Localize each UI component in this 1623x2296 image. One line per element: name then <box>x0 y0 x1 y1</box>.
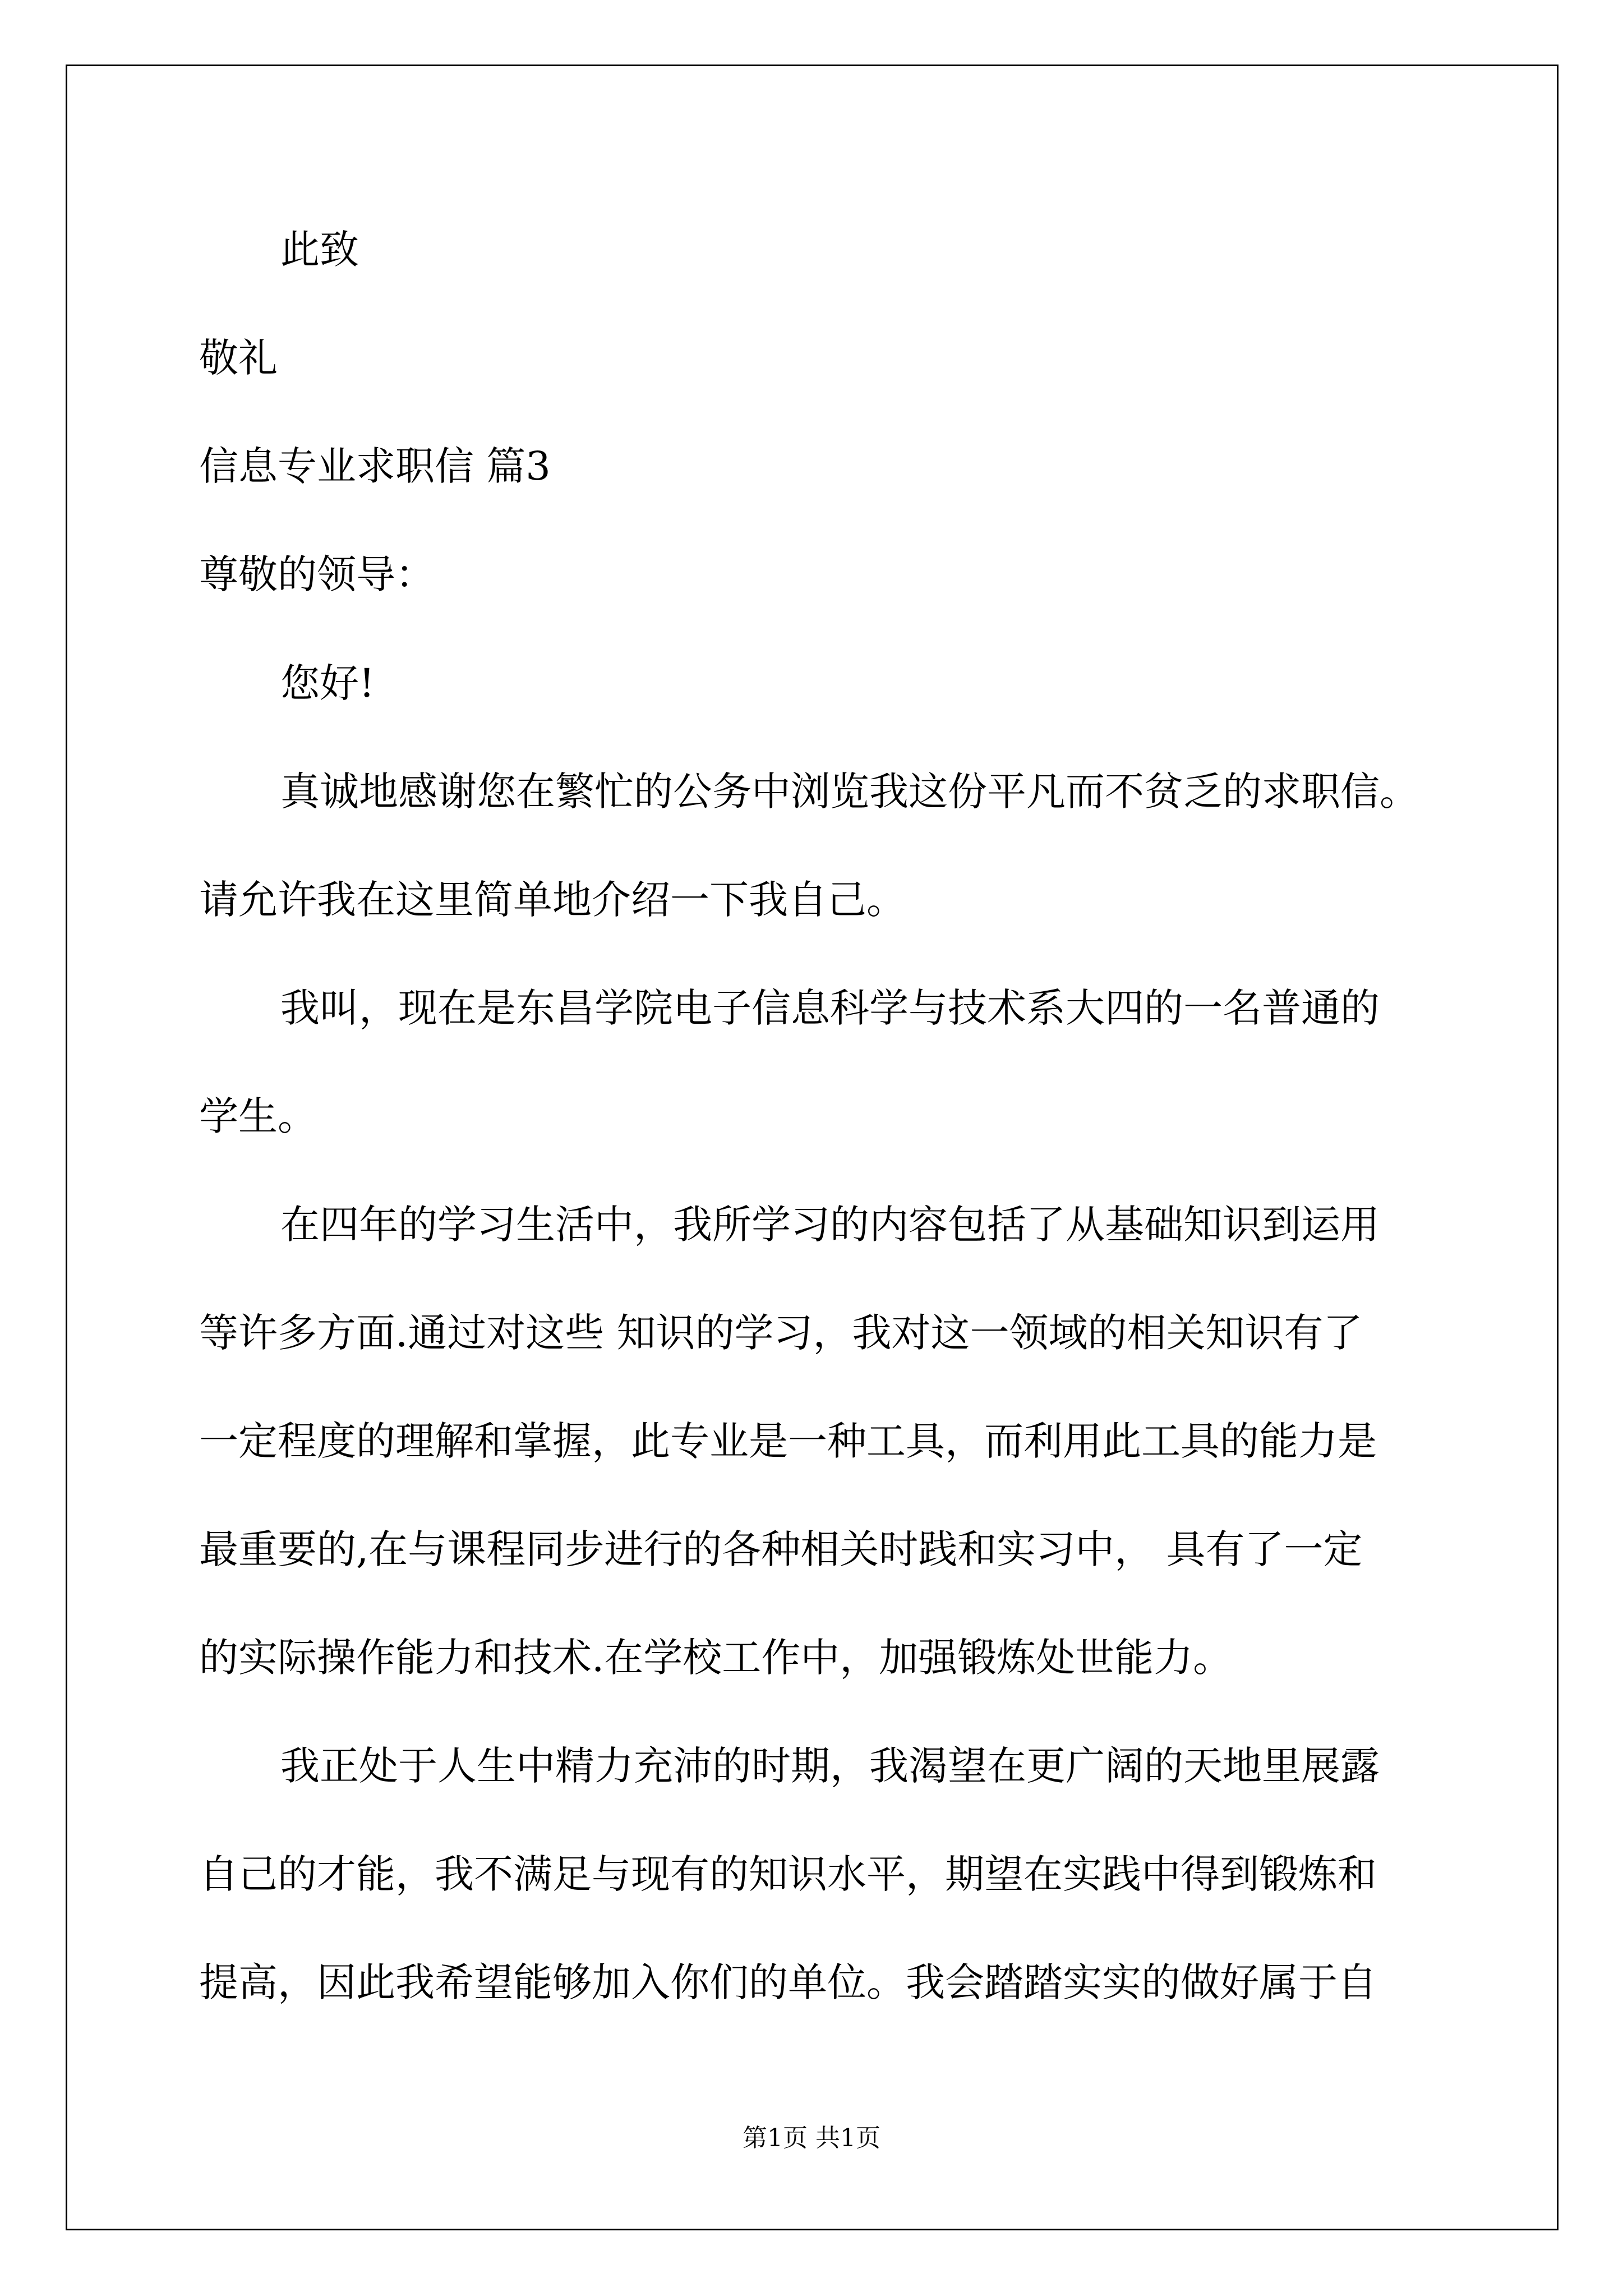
page-border <box>66 65 1559 2230</box>
paragraph-line: 在四年的学习生活中，我所学习的内容包括了从基础知识到运用 <box>280 1202 1380 1248</box>
paragraph-line: 我叫，现在是东昌学院电子信息科学与技术系大四的一名普通的 <box>280 985 1380 1031</box>
paragraph-line: 一定程度的理解和掌握，此专业是一种工具，而利用此工具的能力是 <box>199 1418 1377 1464</box>
closing-line: 此致 <box>280 227 359 273</box>
paragraph-line: 提高，因此我希望能够加入你们的单位。我会踏踏实实的做好属于自 <box>199 1959 1377 2005</box>
paragraph-line: 我正处于人生中精力充沛的时期，我渴望在更广阔的天地里展露 <box>280 1743 1380 1789</box>
paragraph-line: 自己的才能，我不满足与现有的知识水平，期望在实践中得到锻炼和 <box>199 1851 1377 1897</box>
page-number-footer: 第1页 共1页 <box>743 2124 880 2152</box>
paragraph-line: 学生。 <box>199 1093 317 1139</box>
paragraph-line: 的实际操作能力和技术.在学校工作中，加强锻炼处世能力。 <box>199 1635 1233 1681</box>
greeting-line: 尊敬的领导： <box>199 551 435 597</box>
paragraph-line: 等许多方面.通过对这些 知识的学习，我对这一领域的相关知识有了 <box>199 1310 1363 1356</box>
paragraph-line: 真诚地感谢您在繁忙的公务中浏览我这份平凡而不贫乏的求职信。 <box>280 769 1419 815</box>
section-heading: 信息专业求职信 篇3 <box>199 443 551 489</box>
greeting-text: 您好! <box>280 660 375 706</box>
salutation-line: 敬礼 <box>199 335 278 381</box>
paragraph-line: 请允许我在这里简单地介绍一下我自己。 <box>199 877 906 923</box>
paragraph-line: 最重要的,在与课程同步进行的各种相关时践和实习中， 具有了一定 <box>199 1526 1363 1572</box>
